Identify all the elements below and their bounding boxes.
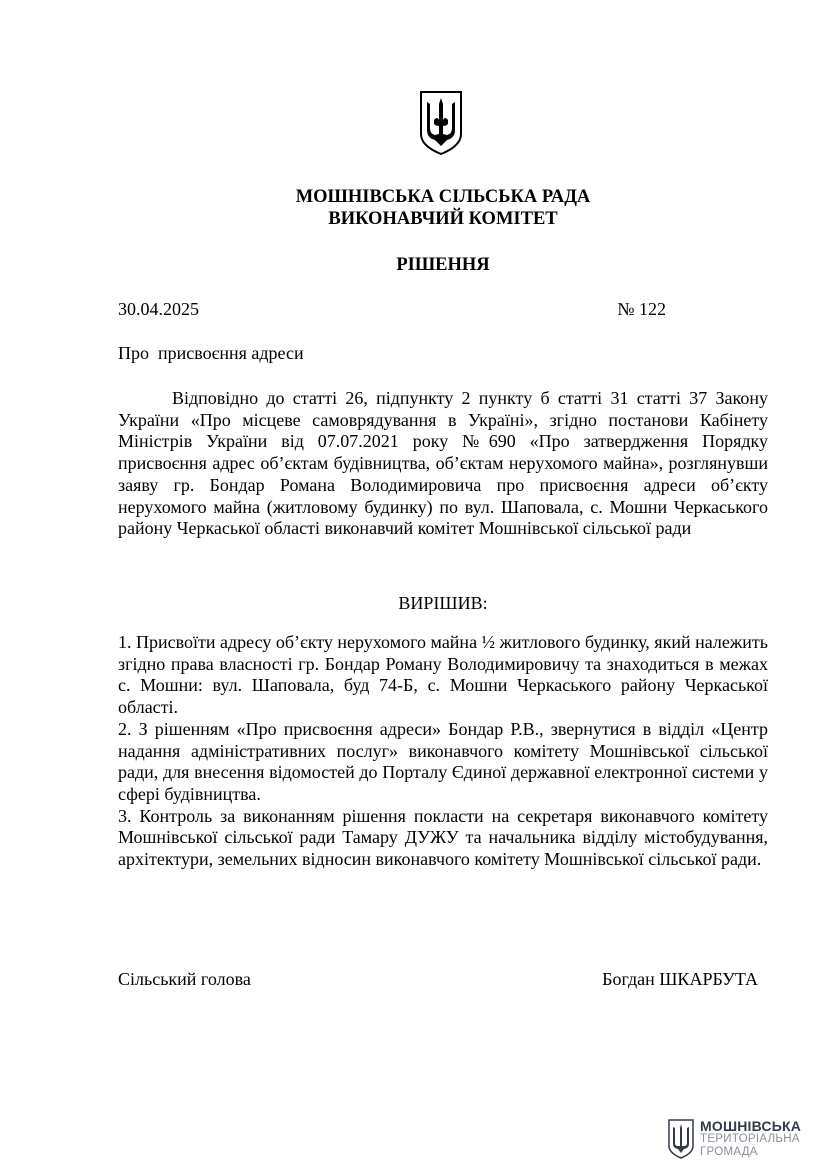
committee-name: ВИКОНАВЧИЙ КОМІТЕТ [328, 209, 558, 229]
resolved-heading: ВИРІШИВ: [398, 593, 488, 613]
logo-main-text: МОШНІВСЬКА [700, 1117, 802, 1134]
logo-text [700, 1117, 802, 1159]
coat-of-arms-icon [418, 90, 464, 156]
document-meta [118, 298, 666, 320]
trident-logo-icon [668, 1119, 694, 1159]
decision-item-3: 3. Контроль за виконанням рішення покласти на секретаря виконавчого комітету Мошнівської сільської ради Тамару ДУЖУ та начальника відділу містобудування, архітектури, земельних відносин виконавчого комітету Мошнівської сільської ради. [118, 805, 768, 870]
organization-name: МОШНІВСЬКА СІЛЬСЬКА РАДА [295, 187, 591, 207]
document-date: 30.04.2025 [118, 299, 199, 319]
decisions-list [118, 632, 768, 871]
document-number: № 122 [617, 299, 666, 319]
signatory-position: Сільський голова [118, 969, 251, 989]
organization-header [0, 186, 826, 230]
logo-sub-text-2: ГРОМАДА [700, 1145, 758, 1158]
logo-sub-text-1: ТЕРИТОРІАЛЬНА [700, 1132, 800, 1145]
decision-item-1: 1. Присвоїти адресу об’єкту нерухомого майна ½ житлового будинку, який належить згідно права власності гр. Бондар Роману Володимировичу та знаходиться в межах с. Мошни: вул. Шаповала, буд 74-Б, с. Мошни Черкаського району Черкаської області. [118, 632, 768, 718]
community-logo [668, 1116, 801, 1162]
decision-item-2: 2. З рішенням «Про присвоєння адреси» Бондар Р.В., звернутися в відділ «Центр надання адміністративних послуг» виконавчого комітету Мошнівської сільської ради, для внесення відомостей до Порталу Єдиної державної електронної системи у сфері будівництва. [118, 718, 768, 804]
preamble-paragraph: Відповідно до статті 26, підпункту 2 пункту б статті 31 статті 37 Закону України «Про місцеве самоврядування в Україні», згідно постанови Кабінету Міністрів України від 07.07.2021 року №690 «Про затвердження Порядку присвоєння адрес об’єктам будівництва, об’єктам нерухомого майна», розглянувши заяву гр. Бондар Романа Володимировича про присвоєння адреси об’єкту нерухомого майна (житловому будинку) по вул. Шаповала, с. Мошни Черкаського району Черкаської області виконавчий комітет Мошнівської сільської ради [118, 388, 768, 539]
signature-block [118, 968, 758, 990]
signatory-name: Богдан ШКАРБУТА [602, 969, 758, 989]
document-title: РІШЕННЯ [396, 255, 490, 275]
document-subject: Про присвоєння адреси [118, 343, 304, 363]
